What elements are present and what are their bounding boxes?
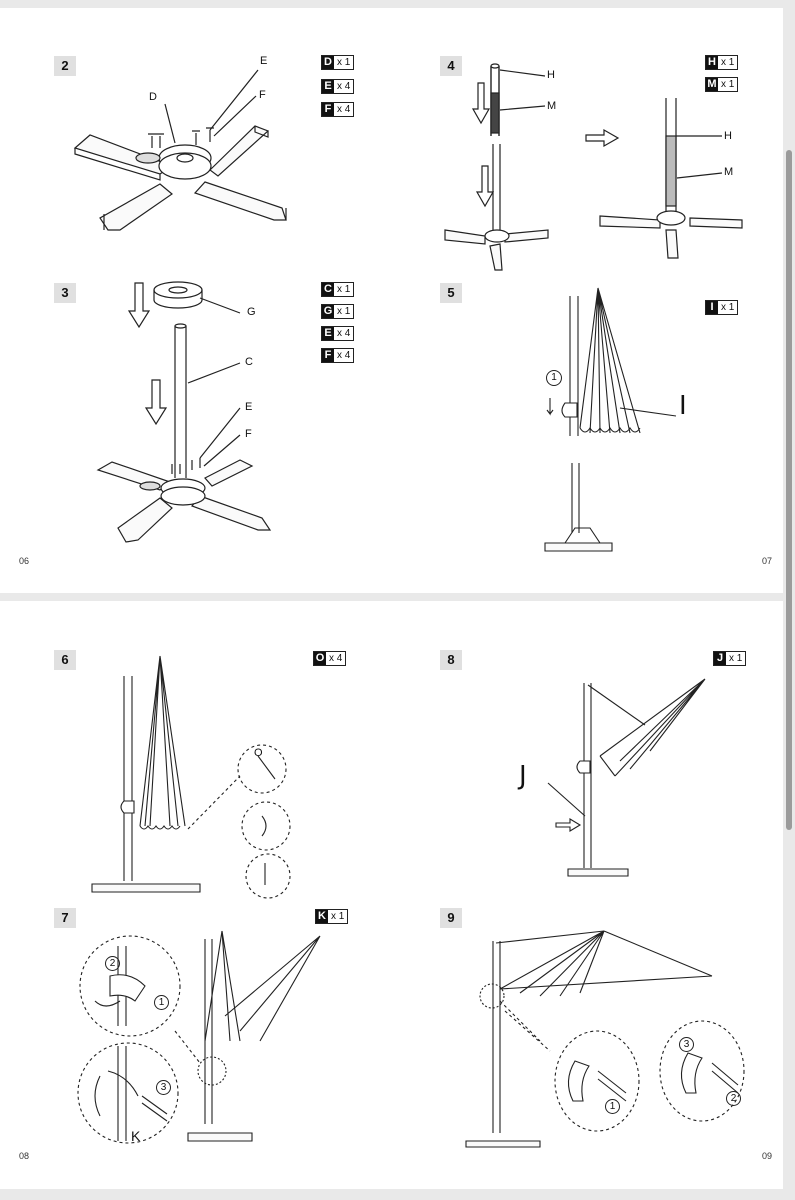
circled-number-1: 1 xyxy=(154,995,169,1010)
part-badge-c: C x 1 xyxy=(321,282,354,297)
step-number-8: 8 xyxy=(440,650,462,670)
callout-k: K xyxy=(131,1128,141,1144)
callout-e: E xyxy=(260,55,268,67)
page-number-right: 07 xyxy=(762,556,773,566)
manual-page-spread-bottom xyxy=(0,601,783,1189)
circled-number-3: 3 xyxy=(156,1080,171,1095)
step-number-2: 2 xyxy=(54,56,76,76)
callout-d: D xyxy=(149,91,157,103)
step-5-illustration xyxy=(0,8,783,593)
part-badge-k: K x 1 xyxy=(315,909,348,924)
callout-j: J xyxy=(519,761,527,791)
circled-number-2: 2 xyxy=(105,956,120,971)
page-number-left: 06 xyxy=(19,556,30,566)
part-badge-o: O x 4 xyxy=(313,651,346,666)
step-number-9: 9 xyxy=(440,908,462,928)
callout-c: C xyxy=(245,356,253,368)
part-badge-m: M x 1 xyxy=(705,77,738,92)
callout-f: F xyxy=(245,428,252,440)
part-badge-e2: E x 4 xyxy=(321,326,354,341)
callout-m-2: M xyxy=(724,166,734,178)
part-badge-g: G x 1 xyxy=(321,304,354,319)
callout-m: M xyxy=(547,100,557,112)
page-number-right: 09 xyxy=(762,1151,773,1161)
part-badge-j: J x 1 xyxy=(713,651,746,666)
step-9-illustration xyxy=(0,601,783,1189)
manual-page-spread-top xyxy=(0,8,783,593)
part-badge-i: I x 1 xyxy=(705,300,738,315)
circled-number-2: 2 xyxy=(726,1091,741,1106)
part-badge-d: D x 1 xyxy=(321,55,354,70)
part-badge-f2: F x 4 xyxy=(321,348,354,363)
page-number-left: 08 xyxy=(19,1151,30,1161)
vertical-scrollbar[interactable] xyxy=(786,150,792,830)
callout-g: G xyxy=(247,306,256,318)
callout-f: F xyxy=(259,89,266,101)
circled-number-1: 1 xyxy=(546,370,562,386)
step-number-5: 5 xyxy=(440,283,462,303)
step-number-3: 3 xyxy=(54,283,76,303)
part-badge-f: F x 4 xyxy=(321,102,354,117)
step-number-7: 7 xyxy=(54,908,76,928)
step-number-4: 4 xyxy=(440,56,462,76)
circled-number-1: 1 xyxy=(605,1099,620,1114)
step-number-6: 6 xyxy=(54,650,76,670)
callout-h: H xyxy=(547,69,555,81)
callout-e: E xyxy=(245,401,253,413)
callout-o: O xyxy=(254,747,263,759)
circled-number-3: 3 xyxy=(679,1037,694,1052)
callout-h-2: H xyxy=(724,130,732,142)
part-badge-h: H x 1 xyxy=(705,55,738,70)
part-badge-e: E x 4 xyxy=(321,79,354,94)
callout-i: I xyxy=(679,391,687,421)
